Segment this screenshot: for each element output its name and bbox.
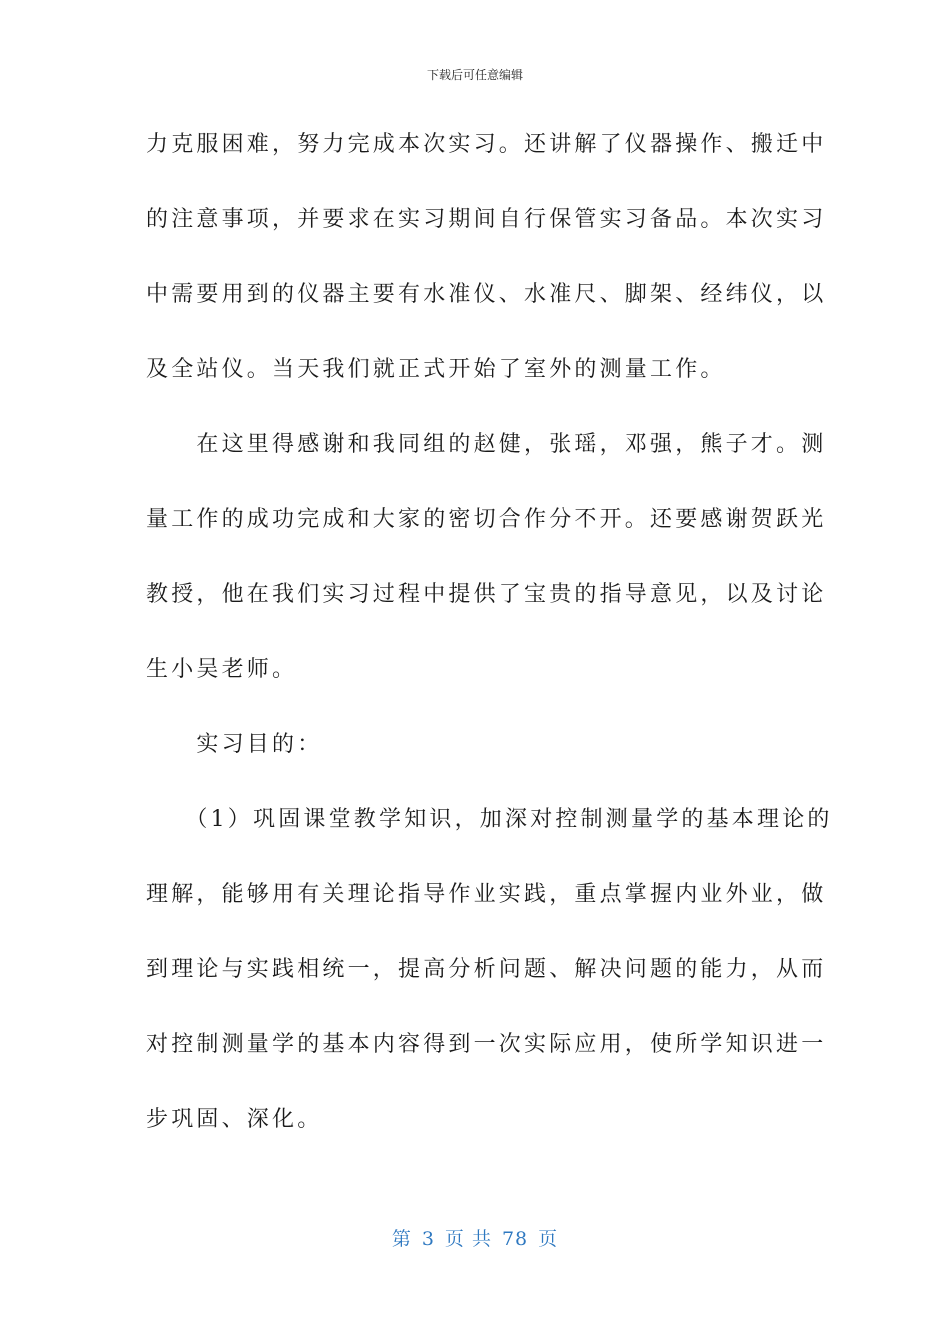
body-line: 在这里得感谢和我同组的赵健，张瑶，邓强，熊子才。测 bbox=[146, 432, 827, 457]
body-line: 对控制测量学的基本内容得到一次实际应用，使所学知识进一 bbox=[146, 1032, 827, 1057]
current-page-number: 3 bbox=[421, 1228, 435, 1250]
footer-prefix: 第 bbox=[391, 1228, 412, 1250]
body-line: 生小吴老师。 bbox=[146, 657, 298, 682]
body-line: 到理论与实践相统一，提高分析问题、解决问题的能力，从而 bbox=[146, 957, 827, 982]
footer-suffix: 页 bbox=[538, 1228, 559, 1250]
body-line: 量工作的成功完成和大家的密切合作分不开。还要感谢贺跃光 bbox=[146, 507, 827, 532]
footer-mid: 页 共 bbox=[444, 1228, 492, 1250]
body-line: 教授，他在我们实习过程中提供了宝贵的指导意见，以及讨论 bbox=[146, 582, 827, 607]
page-number-footer bbox=[0, 1224, 950, 1251]
document-body bbox=[146, 120, 833, 1170]
body-line: 及全站仪。当天我们就正式开始了室外的测量工作。 bbox=[146, 357, 726, 382]
body-line: 力克服困难，努力完成本次实习。还讲解了仪器操作、搬迁中 bbox=[146, 132, 827, 157]
body-line: 理解，能够用有关理论指导作业实践，重点掌握内业外业，做 bbox=[146, 882, 827, 907]
total-pages-number: 78 bbox=[501, 1228, 529, 1250]
body-line: 步巩固、深化。 bbox=[146, 1107, 323, 1132]
body-line: （1）巩固课堂教学知识，加深对控制测量学的基本理论的 bbox=[146, 807, 833, 832]
body-line: 的注意事项，并要求在实习期间自行保管实习备品。本次实习 bbox=[146, 207, 827, 232]
section-heading: 实习目的： bbox=[146, 732, 323, 757]
body-line: 中需要用到的仪器主要有水准仪、水准尺、脚架、经纬仪，以 bbox=[146, 282, 827, 307]
page-header-note: 下载后可任意编辑 bbox=[426, 68, 523, 82]
